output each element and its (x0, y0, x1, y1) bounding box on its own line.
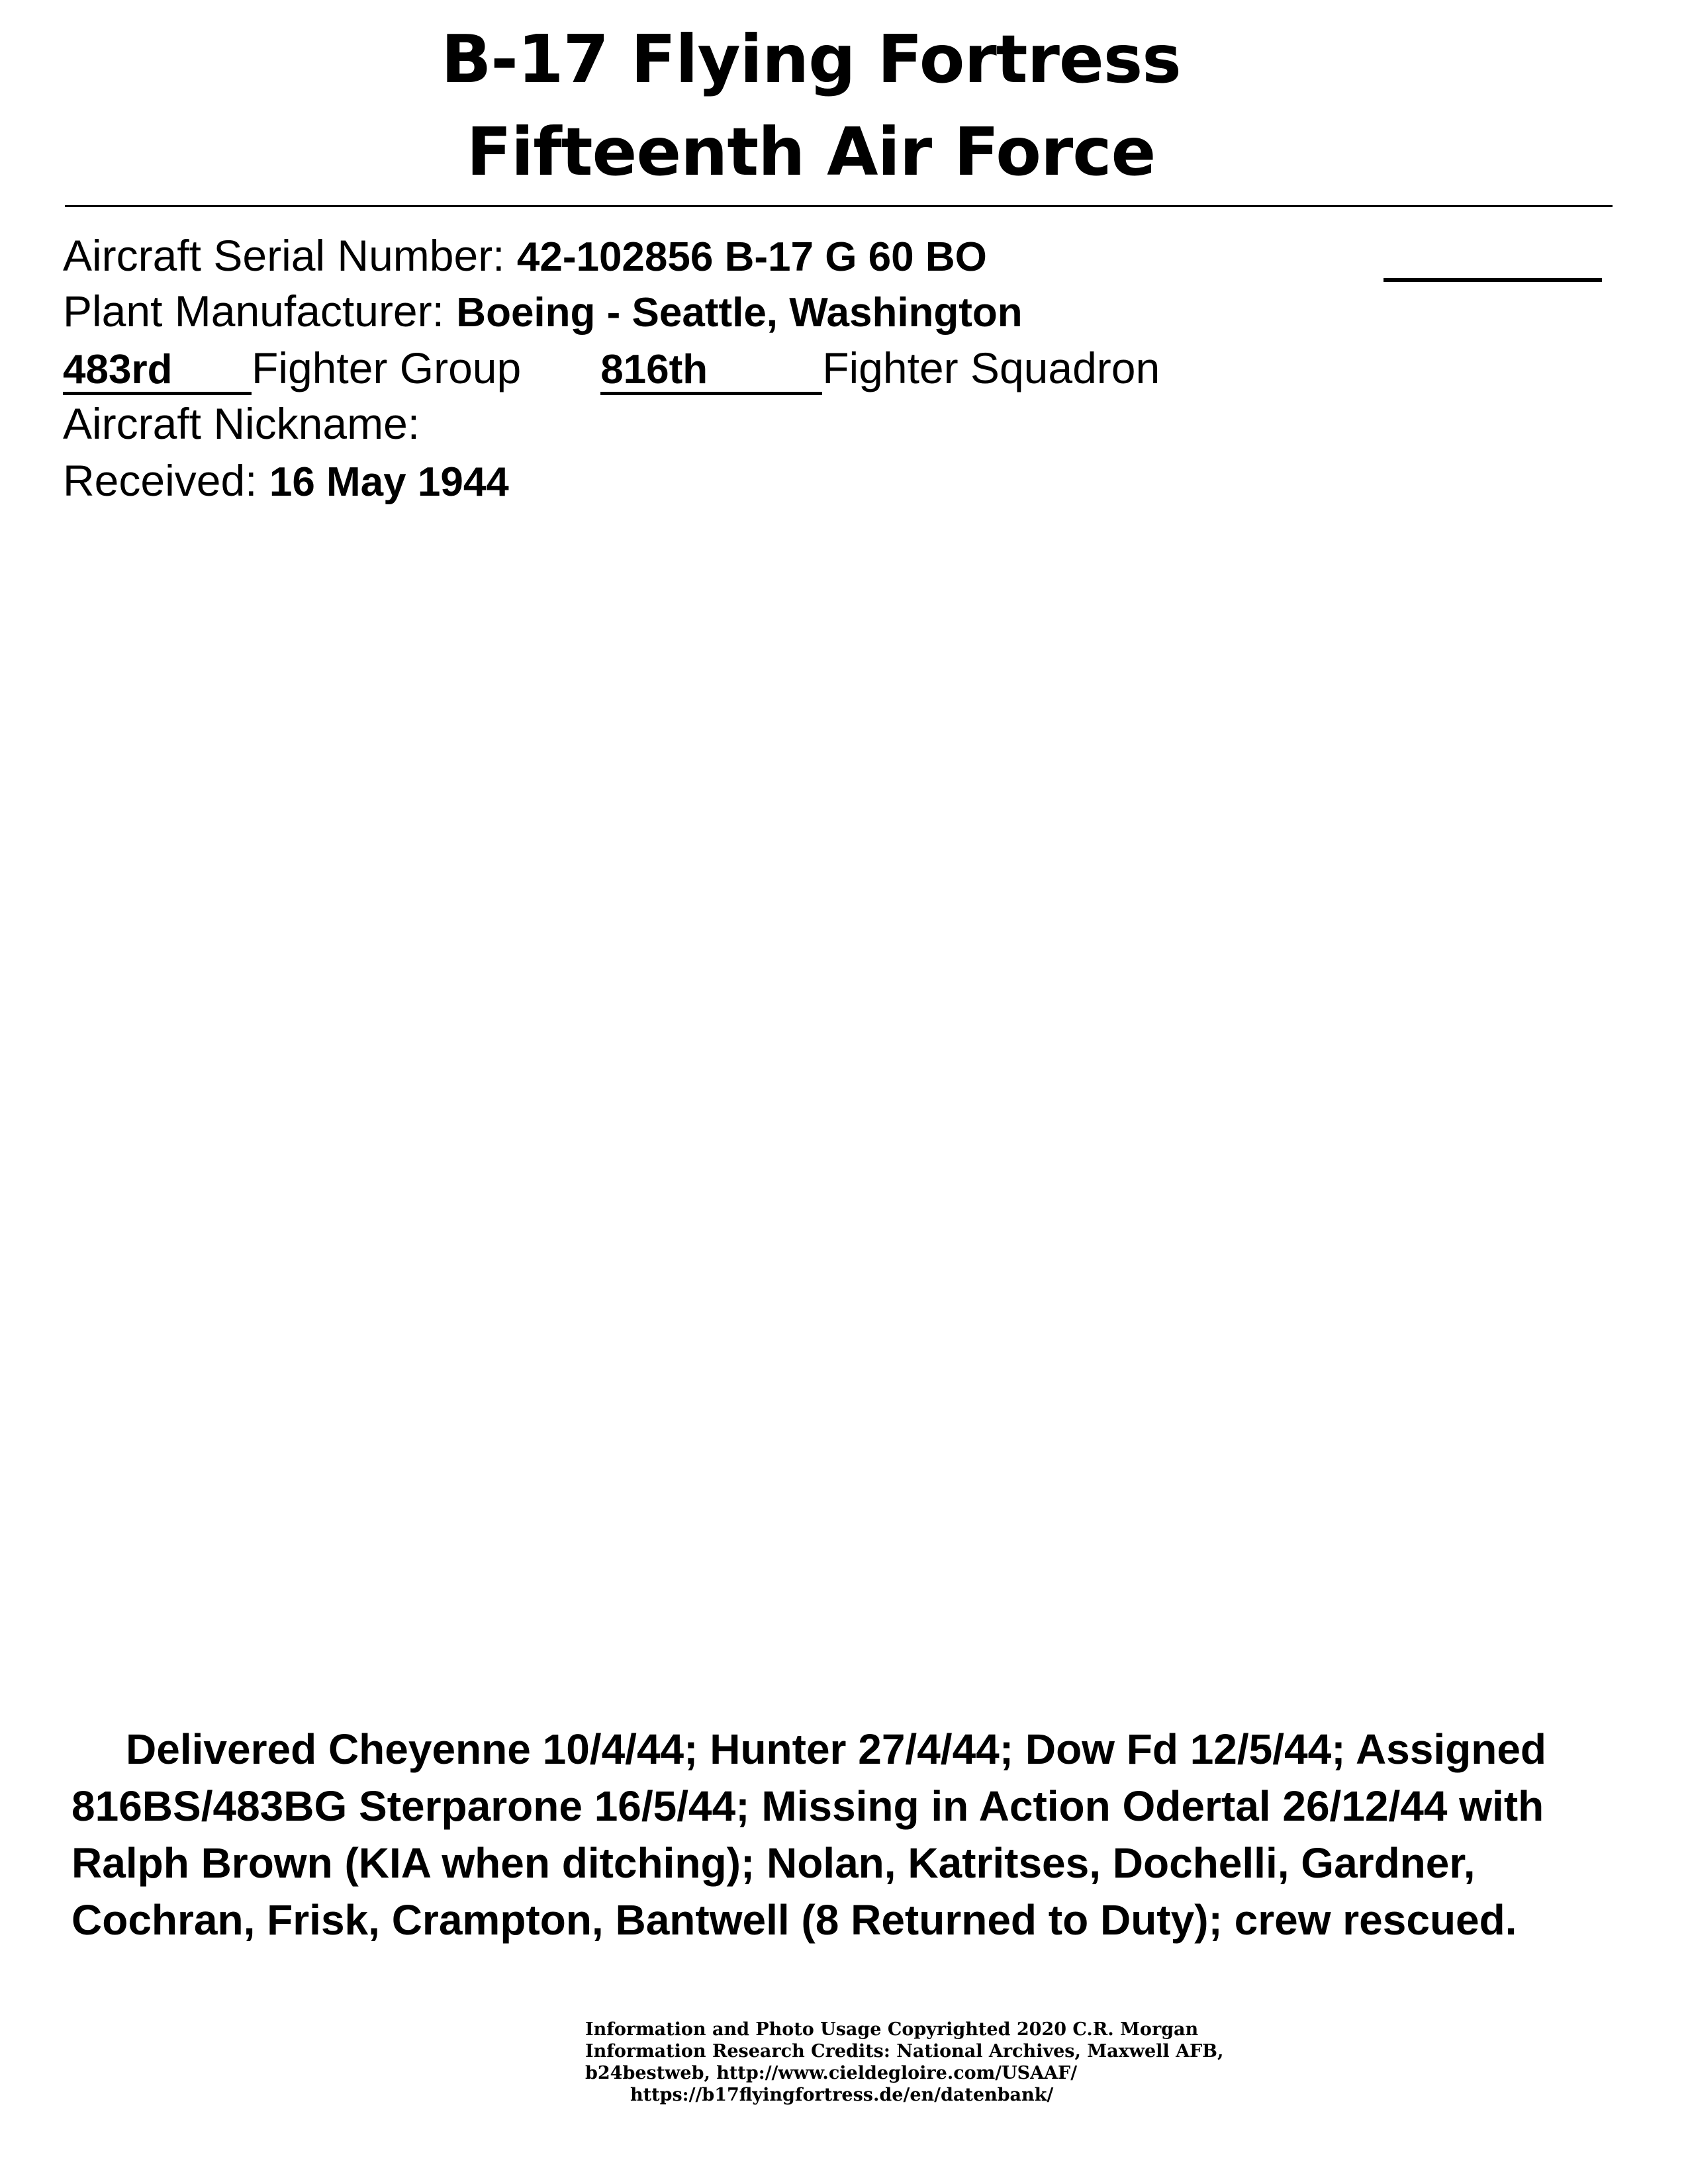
page-title-line-1: B-17 Flying Fortress (441, 21, 1181, 98)
history-paragraph: Delivered Cheyenne 10/4/44; Hunter 27/4/44; Dow Fd 12/5/44; Assigned 816BS/483BG Sterparone 16/5/44; Missing in Action Odertal 26/12/44 with Ralph Brown (KIA when ditching); Nolan, Katritses, Dochelli, Gardner, Cochran, Frisk, Crampton, Bantwell (8 Returned to Duty); crew rescued. (71, 1725, 1546, 1944)
credits-line-4: https://b17flyingfortress.de/en/datenbank/ (630, 2085, 1054, 2105)
nickname-label: Aircraft Nickname: (63, 399, 420, 448)
plant-manufacturer-value: Boeing - Seattle, Washington (456, 290, 1023, 336)
serial-number-row (63, 229, 987, 284)
group-squadron-row (63, 341, 1160, 395)
credits-line-1: Information and Photo Usage Copyrighted 2020 C.R. Morgan (585, 2019, 1199, 2040)
nickname-row (63, 397, 420, 450)
received-row (63, 454, 509, 509)
credits-line-3: b24bestweb, http://www.cieldegloire.com/USAAF/ (585, 2063, 1078, 2083)
credits-block (585, 2019, 1224, 2106)
squadron-label: Fighter Squadron (822, 343, 1160, 392)
title-divider (65, 205, 1613, 207)
serial-number-label: Aircraft Serial Number: (63, 231, 505, 280)
plant-manufacturer-row (63, 285, 1023, 340)
plant-manufacturer-label: Plant Manufacturer: (63, 287, 444, 336)
page-title-line-2: Fifteenth Air Force (466, 113, 1156, 191)
group-number: 483rd (63, 348, 252, 395)
group-label: Fighter Group (252, 343, 522, 392)
received-label: Received: (63, 456, 258, 505)
serial-number-value: 42-102856 B-17 G 60 BO (516, 234, 987, 280)
squadron-number: 816th (600, 348, 822, 395)
credits-line-2: Information Research Credits: National Archives, Maxwell AFB, (585, 2041, 1224, 2062)
blank-entry-line (1383, 278, 1602, 282)
received-value: 16 May 1944 (269, 459, 509, 505)
